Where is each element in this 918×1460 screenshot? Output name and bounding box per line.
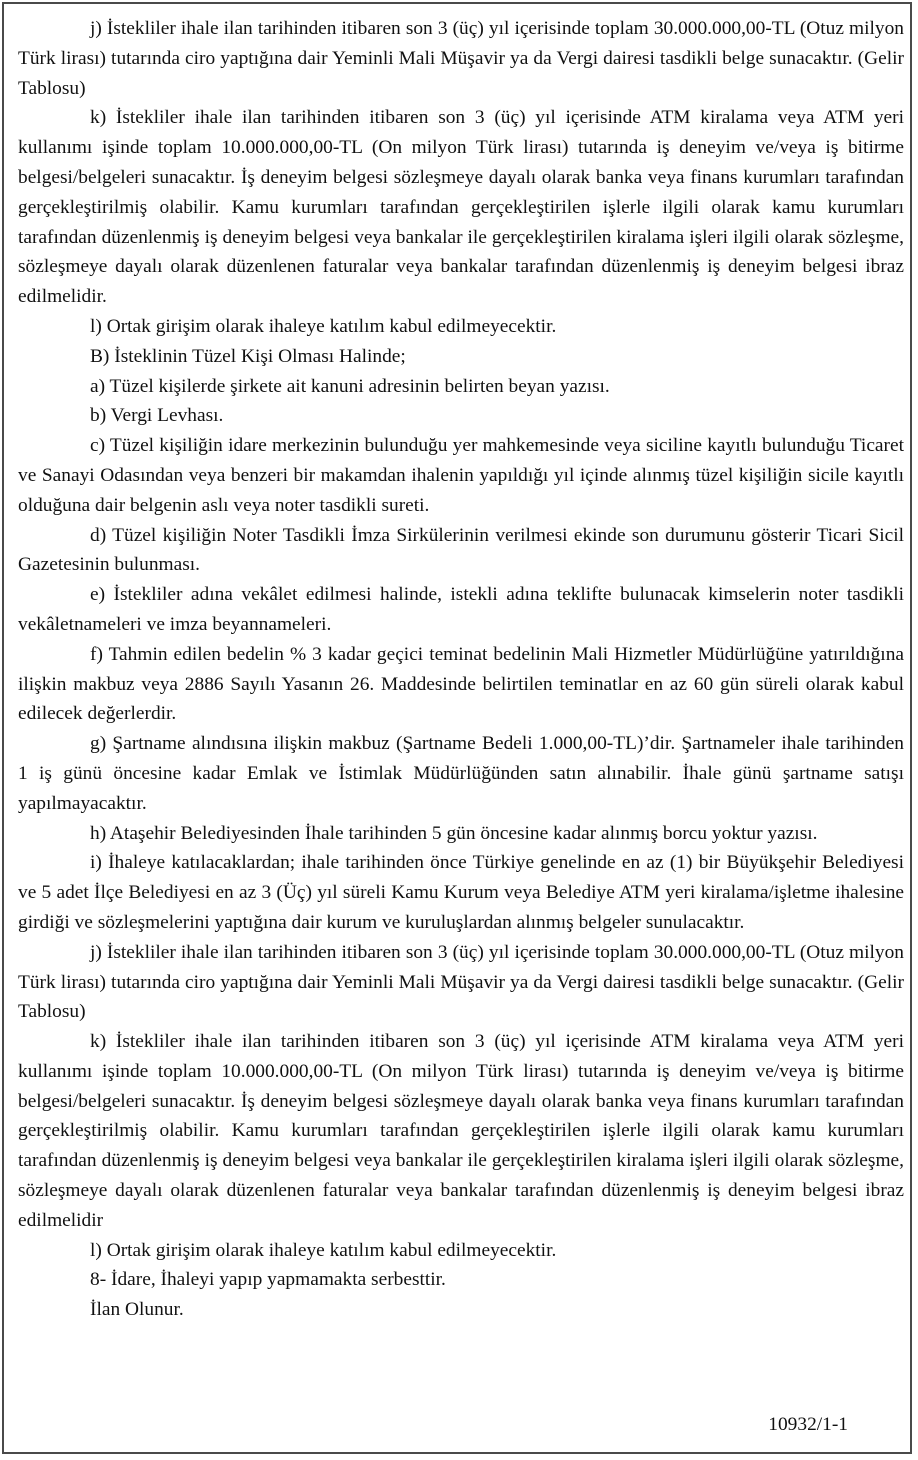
paragraph-d: d) Tüzel kişiliğin Noter Tasdikli İmza Sirkülerinin verilmesi ekinde son durumunu gösterir Ticari Sicil Gazetesinin bulunması.	[18, 524, 904, 576]
reference-number: 10932/1-1	[768, 1414, 848, 1435]
paragraph-j: j) İstekliler ihale ilan tarihinden itibaren son 3 (üç) yıl içerisinde toplam 30.000.000,00-TL (Otuz milyon Türk lirası) tutarında ciro yaptığına dair Yeminli Mali Müşavir ya da Vergi dairesi tasdikli belge sunacaktır. (Gelir Tablosu)	[18, 18, 904, 99]
paragraph-i: i) İhaleye katılacaklardan; ihale tarihinden önce Türkiye genelinde en az (1) bir Büyükşehir Belediyesi ve 5 adet İlçe Belediyesi en az 3 (Üç) yıl süreli Kamu Kurum veya Belediye ATM yeri kiralama/işletme ihalesine girdiği ve sözleşmelerini yaptığına dair kurum ve kuruluşlardan alınmış belgeler sunulacaktır.	[18, 852, 904, 933]
paragraph-l-repeat: l) Ortak girişim olarak ihaleye katılım kabul edilmeyecektir.	[90, 1239, 557, 1261]
paragraph-k-repeat: k) İstekliler ihale ilan tarihinden itibaren son 3 (üç) yıl içerisinde ATM kiralama veya ATM yeri kullanımı işinde toplam 10.000.000,00-TL (On milyon Türk lirası) tutarında iş deneyim ve/veya iş bitirme belgesi/belgeleri sunacaktır. İş deneyim belgesi sözleşmeye dayalı olarak banka veya finans kurumları tarafından gerçekleştirilmiş olabilir. Kamu kurumları tarafından gerçekleştirilen işlerle ilgili olarak kamu kurumları tarafından düzenlenmiş iş deneyim belgesi veya bankalar ile gerçekleştirilen kiralama işleri ilgili olarak sözleşme, sözleşmeye dayalı olarak düzenlenen faturalar veya bankalar tarafından düzenlenmiş iş deneyim belgesi ibraz edilmelidir	[18, 1031, 904, 1231]
paragraph-j-repeat: j) İstekliler ihale ilan tarihinden itibaren son 3 (üç) yıl içerisinde toplam 30.000.000,00-TL (Otuz milyon Türk lirası) tutarında ciro yaptığına dair Yeminli Mali Müşavir ya da Vergi dairesi tasdikli belge sunacaktır. (Gelir Tablosu)	[18, 941, 904, 1023]
closing-statement: İlan Olunur.	[90, 1299, 184, 1321]
paragraph-e: e) İstekliler adına vekâlet edilmesi halinde, istekli adına teklifte bulunacak kimselerin noter tasdikli vekâletnameleri ve imza beyannameleri.	[18, 584, 904, 635]
paragraph-b: b) Vergi Levhası.	[90, 405, 224, 427]
paragraph-l: l) Ortak girişim olarak ihaleye katılım kabul edilmeyecektir.	[90, 315, 557, 337]
paragraph-8: 8- İdare, İhaleyi yapıp yapmamakta serbesttir.	[90, 1269, 446, 1291]
paragraph-a: a) Tüzel kişilerde şirkete ait kanuni adresinin belirten beyan yazısı.	[90, 375, 610, 397]
document-page	[2, 2, 912, 1454]
paragraph-c: c) Tüzel kişiliğin idare merkezinin bulunduğu yer mahkemesinde veya siciline kayıtlı bulunduğu Ticaret ve Sanayi Odasından veya benzeri bir makamdan ihalenin yapıldığı yıl içinde alınmış tüzel kişiliğin sicile kayıtlı olduğuna dair belgenin aslı veya noter tasdikli sureti.	[18, 435, 904, 516]
paragraph-k: k) İstekliler ihale ilan tarihinden itibaren son 3 (üç) yıl içerisinde ATM kiralama veya ATM yeri kullanımı işinde toplam 10.000.000,00-TL (On milyon Türk lirası) tutarında iş deneyim ve/veya iş bitirme belgesi/belgeleri sunacaktır. İş deneyim belgesi sözleşmeye dayalı olarak banka veya finans kurumları tarafından gerçekleştirilmiş olabilir. Kamu kurumları tarafından gerçekleştirilen işlerle ilgili olarak kamu kurumları tarafından düzenlenmiş iş deneyim belgesi veya bankalar ile gerçekleştirilen kiralama işleri ilgili olarak sözleşme, sözleşmeye dayalı olarak düzenlenen faturalar veya bankalar tarafından düzenlenmiş iş deneyim belgesi ibraz edilmelidir.	[18, 107, 904, 308]
paragraph-f: f) Tahmin edilen bedelin % 3 kadar geçici teminat bedelinin Mali Hizmetler Müdürlüğüne yatırıldığına ilişkin makbuz veya 2886 Sayılı Yasanın 26. Maddesinde belirtilen teminatlar en az 60 gün süreli olarak kabul edilecek değerlerdir.	[18, 643, 904, 725]
paragraph-h: h) Ataşehir Belediyesinden İhale tarihinden 5 gün öncesine kadar alınmış borcu yoktur yazısı.	[90, 822, 818, 844]
section-heading-b: B) İsteklinin Tüzel Kişi Olması Halinde;	[90, 345, 406, 367]
document-body	[18, 14, 904, 1325]
paragraph-g: g) Şartname alındısına ilişkin makbuz (Şartname Bedeli 1.000,00-TL)’dir. Şartnameler ihale tarihinden 1 iş günü öncesine kadar Emlak ve İstimlak Müdürlüğünden satın alınabilir. İhale günü şartname satışı yapılmayacaktır.	[18, 733, 904, 814]
